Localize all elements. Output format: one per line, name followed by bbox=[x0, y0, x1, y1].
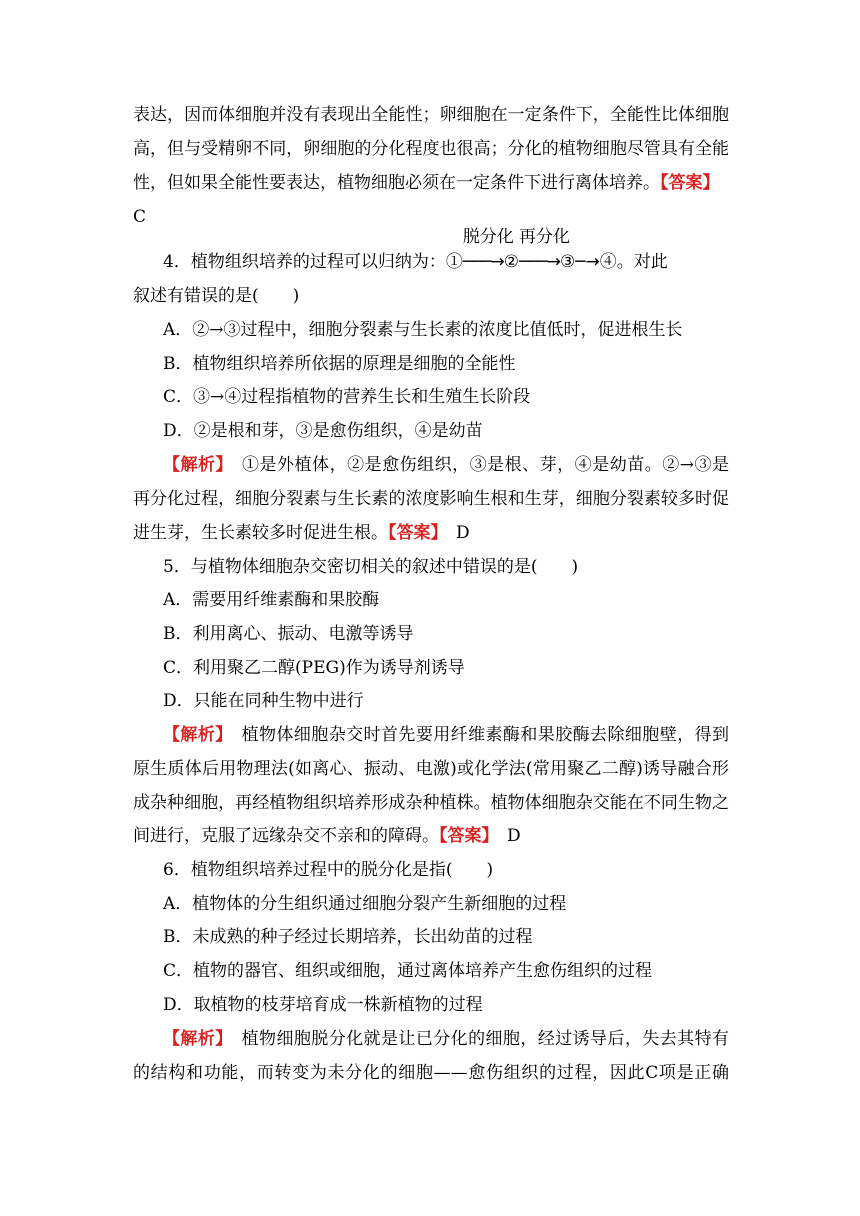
q5-answer: D bbox=[490, 826, 521, 846]
q6-option-a: A．植物体的分生组织通过细胞分裂产生新细胞的过程 bbox=[163, 894, 567, 914]
q6-stem: 6．植物组织培养过程中的脱分化是指( ) bbox=[163, 860, 494, 880]
q6-analysis-text-1: 植物细胞脱分化就是让已分化的细胞，经过诱导后，失去其特有 bbox=[224, 1029, 729, 1049]
q4-option-c: C．③→④过程指植物的营养生长和生殖生长阶段 bbox=[163, 387, 531, 407]
q4-analysis-line-1 bbox=[163, 454, 729, 476]
q5-analysis-line-2: 原生质体后用物理法(如离心、振动、电激)或化学法(常用聚乙二醇)诱导融合形 bbox=[133, 759, 729, 779]
q5-answer-tag: 【答案】 bbox=[439, 826, 490, 846]
q4-arrow2-label: 再分化 bbox=[519, 227, 571, 247]
q3-analysis-line-1: 表达，因而体细胞并没有表现出全能性；卵细胞在一定条件下，全能性比体细胞 bbox=[133, 105, 729, 125]
q4-option-b: B．植物组织培养所依据的原理是细胞的全能性 bbox=[163, 354, 516, 374]
q3-analysis-line-2: 高，但与受精卵不同，卵细胞的分化程度也很高；分化的植物细胞尽管具有全能 bbox=[133, 139, 729, 159]
q4-stem-line-2: 叙述有错误的是( ) bbox=[133, 286, 300, 306]
q4-answer-tag: 【答案】 bbox=[388, 523, 439, 543]
q5-option-c: C．利用聚乙二醇(PEG)作为诱导剂诱导 bbox=[163, 658, 465, 678]
q6-analysis-line-1 bbox=[163, 1028, 729, 1050]
q5-option-d: D．只能在同种生物中进行 bbox=[163, 691, 364, 711]
q4-analysis-tag: 【解析】 bbox=[163, 455, 225, 475]
q4-mid: ② bbox=[503, 252, 520, 272]
q6-option-b: B．未成熟的种子经过长期培养，长出幼苗的过程 bbox=[163, 927, 533, 947]
q5-analysis-text-4: 间进行，克服了远缘杂交不亲和的障碍。 bbox=[133, 826, 439, 846]
q4-arrow1-label: 脱分化 bbox=[462, 227, 514, 247]
q4-option-d: D．②是根和芽，③是愈伤组织，④是幼苗 bbox=[163, 421, 483, 441]
q3-answer-tag: 【答案】 bbox=[660, 173, 720, 193]
q6-option-c: C．植物的器官、组织或细胞，通过离体培养产生愈伤组织的过程 bbox=[163, 961, 653, 981]
q6-option-d: D．取植物的枝芽培育成一株新植物的过程 bbox=[163, 995, 483, 1015]
q4-arrow-dedifferentiation: 脱分化 ───→ bbox=[462, 227, 514, 272]
q4-option-a: A．②→③过程中，细胞分裂素与生长素的浓度比值低时，促进根生长 bbox=[163, 320, 683, 340]
q4-analysis-line-3 bbox=[133, 522, 470, 544]
q4-stem-a: 4．植物组织培养的过程可以归纳为：① bbox=[163, 252, 463, 272]
q5-analysis-tag: 【解析】 bbox=[163, 725, 225, 745]
q5-analysis-line-1 bbox=[163, 724, 729, 746]
q5-stem: 5．与植物体细胞杂交密切相关的叙述中错误的是( ) bbox=[163, 557, 579, 577]
q4-analysis-text-1: ①是外植体，②是愈伤组织，③是根、芽，④是幼苗。②→③是 bbox=[224, 455, 729, 475]
q4-answer: D bbox=[439, 523, 470, 543]
q3-analysis-line-3 bbox=[133, 172, 720, 194]
q5-analysis-line-3: 成杂种细胞，再经植物组织培养形成杂种植株。植物体细胞杂交能在不同生物之 bbox=[133, 793, 729, 813]
q4-analysis-text-3: 进生芽，生长素较多时促进生根。 bbox=[133, 523, 388, 543]
q3-analysis-text: 性，但如果全能性要表达，植物细胞必须在一定条件下进行离体培养。 bbox=[133, 173, 660, 193]
q5-analysis-line-4 bbox=[133, 825, 521, 847]
q6-analysis-tag: 【解析】 bbox=[163, 1029, 225, 1049]
q4-stem-b: ③ bbox=[559, 252, 576, 272]
q5-analysis-text-1: 植物体细胞杂交时首先要用纤维素酶和果胶酶去除细胞壁，得到 bbox=[224, 725, 729, 745]
q4-arrow-redifferentiation: 再分化 ───→ bbox=[519, 227, 571, 272]
q3-answer: C bbox=[133, 207, 147, 227]
q5-option-b: B．利用离心、振动、电激等诱导 bbox=[163, 624, 414, 644]
q6-analysis-line-2: 的结构和功能，而转变为未分化的细胞——愈伤组织的过程，因此C项是正确 bbox=[133, 1063, 729, 1083]
q4-analysis-line-2: 再分化过程，细胞分裂素与生长素的浓度影响生根和生芽，细胞分裂素较多时促 bbox=[133, 489, 729, 509]
q4-stem-c: ④。对此 bbox=[599, 252, 668, 272]
q5-option-a: A．需要用纤维素酶和果胶酶 bbox=[163, 590, 380, 610]
q4-stem-line-1: 4．植物组织培养的过程可以归纳为：① 脱分化 ───→② 再分化 ───→③─→④。对此 bbox=[163, 227, 668, 272]
